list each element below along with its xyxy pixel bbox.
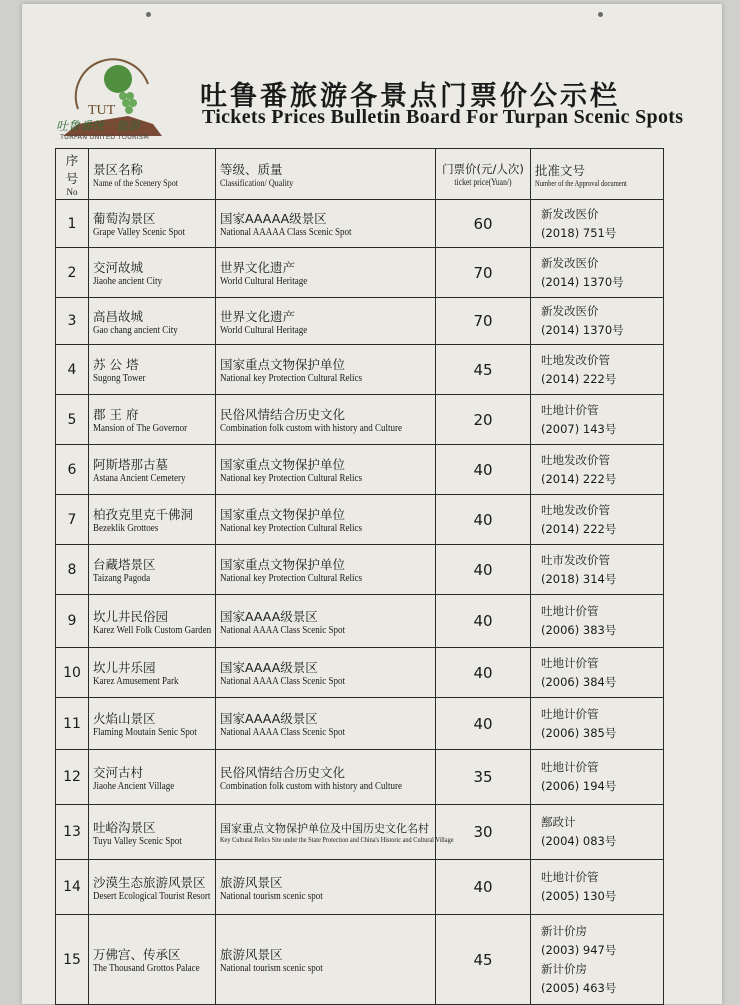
- classification: 国家AAAA级景区 National AAAA Class Scenic Spot: [216, 698, 436, 750]
- classification: 国家重点文物保护单位 National key Protection Cultural Relics: [216, 445, 436, 495]
- classification: 国家重点文物保护单位 National key Protection Cultural Relics: [216, 345, 436, 395]
- table-row: [56, 395, 664, 445]
- approval-document: [531, 395, 664, 445]
- approval-line: 吐市发改价管: [541, 552, 610, 567]
- row-number: 2: [56, 248, 89, 298]
- row-number: 6: [56, 445, 89, 495]
- ticket-price: 40: [436, 495, 531, 545]
- classification: 世界文化遗产 World Cultural Heritage: [216, 248, 436, 298]
- row-number: 4: [56, 345, 89, 395]
- table-row: [56, 648, 664, 698]
- ticket-price: 45: [436, 345, 531, 395]
- header-class: 等级、质量 Classification/ Quality: [216, 149, 436, 200]
- ticket-price: 40: [436, 445, 531, 495]
- approval-document: [531, 495, 664, 545]
- approval-line: (2014) 222号: [541, 371, 617, 386]
- approval-line: (2006) 194号: [541, 779, 617, 793]
- approval-document: [531, 545, 664, 595]
- ticket-price: 40: [436, 860, 531, 915]
- row-number: 13: [56, 805, 89, 860]
- approval-line: 新发改医价: [541, 255, 599, 270]
- table-row: [56, 860, 664, 915]
- approval-document: [531, 805, 664, 860]
- ticket-price: 40: [436, 648, 531, 698]
- table-row: [56, 915, 664, 1005]
- bulletin-board: [22, 4, 722, 1004]
- approval-line: (2018) 751号: [541, 225, 617, 240]
- table-row: [56, 698, 664, 750]
- ticket-price: 70: [436, 248, 531, 298]
- scenic-spot-name: 坎儿井民俗园 Karez Well Folk Custom Garden: [89, 595, 216, 648]
- header-no: 序号 No: [56, 149, 89, 200]
- approval-line: (2006) 384号: [541, 674, 617, 689]
- approval-line: 吐地计价管: [541, 402, 599, 417]
- title-chinese: 吐鲁番旅游各景点门票价公示栏: [200, 81, 620, 112]
- row-number: 8: [56, 545, 89, 595]
- table-row: [56, 298, 664, 345]
- approval-line: 吐地发改价管: [541, 502, 610, 517]
- approval-line: (2014) 1370号: [541, 274, 624, 289]
- approval-line: (2006) 383号: [541, 623, 617, 637]
- header-name: 景区名称 Name of the Scenery Spot: [89, 149, 216, 200]
- ticket-price: 40: [436, 545, 531, 595]
- approval-line: 吐地发改价管: [541, 352, 610, 367]
- approval-line: (2018) 314号: [541, 571, 617, 586]
- logo-chinese-text: 吐鲁番统一旅游: [56, 119, 141, 133]
- table-row: [56, 750, 664, 805]
- ticket-price: 35: [436, 750, 531, 805]
- mount-hole: [146, 12, 151, 17]
- approval-line: 鄯政计: [541, 815, 576, 829]
- approval-document: [531, 200, 664, 248]
- scenic-spot-name: 葡萄沟景区 Grape Valley Scenic Spot: [89, 200, 216, 248]
- mount-hole: [598, 12, 603, 17]
- ticket-price: 40: [436, 698, 531, 750]
- classification: 民俗风情结合历史文化 Combination folk custom with history and Culture: [216, 750, 436, 805]
- ticket-price: 20: [436, 395, 531, 445]
- classification: 旅游风景区 National tourism scenic spot: [216, 915, 436, 1005]
- classification: 国家重点文物保护单位 National key Protection Cultural Relics: [216, 545, 436, 595]
- row-number: 1: [56, 200, 89, 248]
- approval-line: 吐地发改价管: [541, 452, 610, 467]
- approval-line: (2014) 1370号: [541, 323, 624, 337]
- table-row: [56, 805, 664, 860]
- ticket-price: 40: [436, 595, 531, 648]
- row-number: 12: [56, 750, 89, 805]
- classification: 国家AAAA级景区 National AAAA Class Scenic Spot: [216, 595, 436, 648]
- row-number: 3: [56, 298, 89, 345]
- table-row: [56, 248, 664, 298]
- classification: 国家重点文物保护单位及中国历史文化名村 Key Cultural Relics Site under the State Protection and China's Historic and Cultural Village: [216, 805, 436, 860]
- row-number: 11: [56, 698, 89, 750]
- approval-line: 新计价房: [541, 961, 587, 976]
- approval-line: 新计价房: [541, 923, 587, 938]
- classification: 国家重点文物保护单位 National key Protection Cultural Relics: [216, 495, 436, 545]
- table-row: [56, 495, 664, 545]
- classification: 世界文化遗产 World Cultural Heritage: [216, 298, 436, 345]
- ticket-price: 45: [436, 915, 531, 1005]
- approval-document: [531, 595, 664, 648]
- classification: 民俗风情结合历史文化 Combination folk custom with history and Culture: [216, 395, 436, 445]
- row-number: 5: [56, 395, 89, 445]
- scenic-spot-name: 阿斯塔那古墓 Astana Ancient Cemetery: [89, 445, 216, 495]
- scenic-spot-name: 沙漠生态旅游风景区 Desert Ecological Tourist Resort: [89, 860, 216, 915]
- scenic-spot-name: 郡 王 府 Mansion of The Governor: [89, 395, 216, 445]
- scenic-spot-name: 高昌故城 Gao chang ancient City: [89, 298, 216, 345]
- logo-english-text: TURPAN UNITED TOURISM: [60, 133, 150, 141]
- ticket-price: 60: [436, 200, 531, 248]
- table-row: [56, 545, 664, 595]
- approval-line: (2006) 385号: [541, 725, 617, 740]
- table-row: [56, 595, 664, 648]
- approval-document: [531, 445, 664, 495]
- approval-line: (2003) 947号: [541, 942, 617, 957]
- row-number: 10: [56, 648, 89, 698]
- approval-document: [531, 860, 664, 915]
- scenic-spot-name: 交河古村 Jiaohe Ancient Village: [89, 750, 216, 805]
- approval-line: 新发改医价: [541, 206, 599, 221]
- approval-line: (2014) 222号: [541, 521, 617, 536]
- table-header-row: [56, 149, 664, 200]
- approval-line: (2004) 083号: [541, 834, 617, 848]
- classification: 国家AAAAA级景区 National AAAAA Class Scenic Spot: [216, 200, 436, 248]
- title-english: Tickets Prices Bulletin Board For Turpan Scenic Spots: [202, 106, 684, 128]
- table-row: [56, 345, 664, 395]
- header-doc: 批准文号 Number of the Approval document: [531, 149, 664, 200]
- table-row: [56, 445, 664, 495]
- scenic-spot-name: 台藏塔景区 Taizang Pagoda: [89, 545, 216, 595]
- approval-line: 吐地计价管: [541, 655, 599, 670]
- approval-line: 吐地计价管: [541, 760, 599, 774]
- scenic-spot-name: 火焰山景区 Flaming Moutain Senic Spot: [89, 698, 216, 750]
- scenic-spot-name: 坎儿井乐园 Karez Amusement Park: [89, 648, 216, 698]
- row-number: 15: [56, 915, 89, 1005]
- ticket-price: 70: [436, 298, 531, 345]
- scenic-spot-name: 苏 公 塔 Sugong Tower: [89, 345, 216, 395]
- scenic-spot-name: 万佛宫、传承区 The Thousand Grottos Palace: [89, 915, 216, 1005]
- approval-line: 新发改医价: [541, 304, 599, 318]
- approval-line: 吐地计价管: [541, 604, 599, 618]
- approval-document: [531, 750, 664, 805]
- approval-line: (2007) 143号: [541, 421, 617, 436]
- approval-document: [531, 915, 664, 1005]
- approval-line: 吐地计价管: [541, 706, 599, 721]
- header-price: 门票价(元/人次) ticket price(Yuan/): [436, 149, 531, 200]
- approval-line: (2014) 222号: [541, 471, 617, 486]
- svg-text:TUT: TUT: [88, 103, 116, 118]
- approval-line: 吐地计价管: [541, 870, 599, 884]
- approval-line: (2005) 130号: [541, 889, 617, 903]
- approval-document: [531, 345, 664, 395]
- classification: 国家AAAA级景区 National AAAA Class Scenic Spot: [216, 648, 436, 698]
- approval-document: [531, 298, 664, 345]
- scenic-spot-name: 柏孜克里克千佛洞 Bezeklik Grottoes: [89, 495, 216, 545]
- ticket-price: 30: [436, 805, 531, 860]
- approval-document: [531, 248, 664, 298]
- row-number: 14: [56, 860, 89, 915]
- ticket-price-table: [55, 148, 664, 1005]
- table-row: [56, 200, 664, 248]
- approval-document: [531, 648, 664, 698]
- scenic-spot-name: 吐峪沟景区 Tuyu Valley Scenic Spot: [89, 805, 216, 860]
- scenic-spot-name: 交河故城 Jiaohe ancient City: [89, 248, 216, 298]
- classification: 旅游风景区 National tourism scenic spot: [216, 860, 436, 915]
- row-number: 7: [56, 495, 89, 545]
- approval-document: [531, 698, 664, 750]
- row-number: 9: [56, 595, 89, 648]
- approval-line: (2005) 463号: [541, 980, 617, 995]
